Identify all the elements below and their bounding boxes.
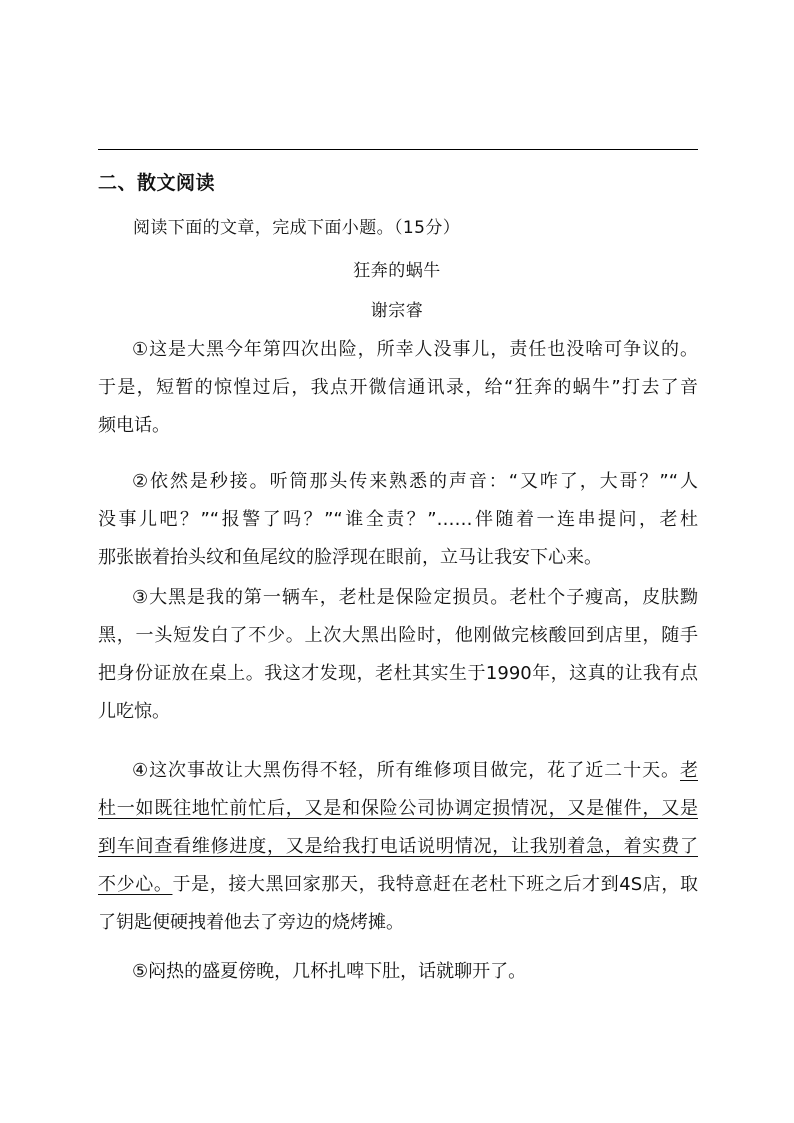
paragraph-line: ③大黑是我的第一辆车，老杜是保险定损员。老杜个子瘦高，皮肤黝 [132,587,698,608]
paragraph-line: ⑤闷热的盛夏傍晚，几杯扎啤下肚，话就聊开了。 [132,961,527,982]
paragraph-line [98,790,698,828]
paragraph-line: 频电话。 [98,415,170,436]
paragraph-line [98,752,698,790]
paragraph-line: 没事儿吧？”“报警了吗？”“谁全责？”……伴随着一连串提问，老杜 [98,509,698,530]
paragraph-line: 那张嵌着抬头纹和鱼尾纹的脸浮现在眼前，立马让我安下心来。 [98,547,602,568]
underlined-text: 到车间查看维修进度，又是给我打电话说明情况，让我别着急，着实费了 [98,836,698,857]
article-title: 狂奔的蜗牛 [353,261,441,281]
paragraph-line: ②依然是秒接。听筒那头传来熟悉的声音：“又咋了，大哥？”“人 [132,471,698,492]
plain-text: 于是，接大黑回家那天，我特意赶在老杜下班之后才到4S店，取 [172,874,698,895]
paragraph-4 [98,752,698,942]
paragraph-line: ①这是大黑今年第四次出险，所幸人没事儿，责任也没啥可争议的。 [132,339,698,360]
paragraph-1 [98,331,698,445]
reading-instruction: 阅读下面的文章，完成下面小题。（15分） [133,218,461,238]
paragraph-3 [98,579,698,731]
plain-text: ④这次事故让大黑伤得不轻，所有维修项目做完，花了近二十天。 [132,760,680,781]
underlined-text: 不少心。 [98,874,173,895]
paragraph-line [98,828,698,866]
header-rule [98,149,698,150]
paragraph-line: 儿吃惊。 [98,701,170,722]
paragraph-line [98,866,698,904]
underlined-text: 杜一如既往地忙前忙后，又是和保险公司协调定损情况，又是催件，又是 [98,798,698,819]
paragraph-line: 于是，短暂的惊惶过后，我点开微信通讯录，给“狂奔的蜗牛”打去了音 [98,377,698,398]
paragraph-2 [98,463,698,577]
paragraph-line: 黑，一头短发白了不少。上次大黑出险时，他刚做完核酸回到店里，随手 [98,625,698,646]
paragraph-5 [98,953,698,991]
paragraph-line: 把身份证放在桌上。我这才发现，老杜其实生于1990年，这真的让我有点 [98,663,698,684]
article-author: 谢宗睿 [370,301,424,321]
underlined-text: 老 [680,760,698,781]
section-heading: 二、散文阅读 [98,172,216,194]
paragraph-line: 了钥匙便硬拽着他去了旁边的烧烤摊。 [98,912,404,933]
